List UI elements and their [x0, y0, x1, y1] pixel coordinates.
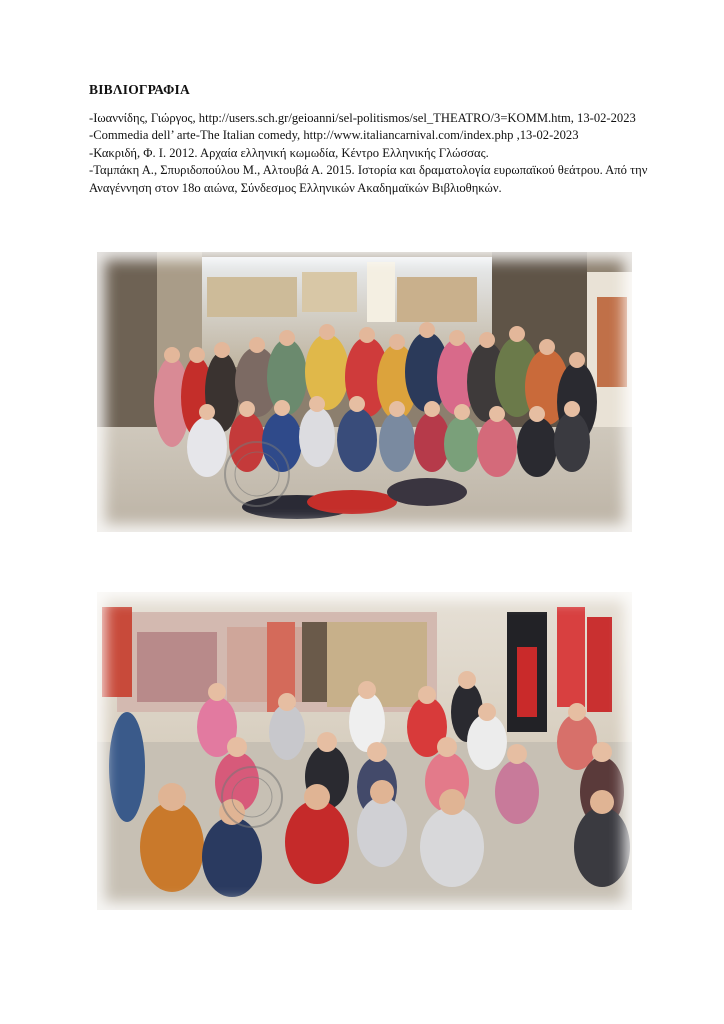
seated-children-photo [97, 592, 632, 910]
bibliography-heading: ΒΙΒΛΙΟΓΡΑΦΙΑ [89, 82, 190, 97]
group-photo-illustration [97, 252, 632, 532]
reference-list [89, 110, 649, 197]
group-photo [97, 252, 632, 532]
reference-item: -Ιωαννίδης, Γιώργος, http://users.sch.gr/geioanni/sel-politismos/sel_THEATRO/3=KOMM.htm, 13-02-2023 [89, 111, 636, 125]
reference-item: -Commedia dell’ arte-The Italian comedy, http://www.italiancarnival.com/index.php ,13-02-2023 [89, 128, 579, 143]
seated-children-illustration [97, 592, 632, 910]
reference-item: -Ταμπάκη Α., Σπυριδοπούλου Μ., Αλτουβά Α. 2015. Ιστορία και δραματολογία ευρωπαϊκού θεάτρου. Από την Αναγέννηση στον 18ο αιώνα, Σύνδεσμος Ελληνικών Ακαδημαϊκών Βιβλιοθηκών. [89, 163, 648, 195]
reference-item: -Κακριδή, Φ. Ι. 2012. Αρχαία ελληνική κωμωδία, Κέντρο Ελληνικής Γλώσσας. [89, 145, 489, 160]
